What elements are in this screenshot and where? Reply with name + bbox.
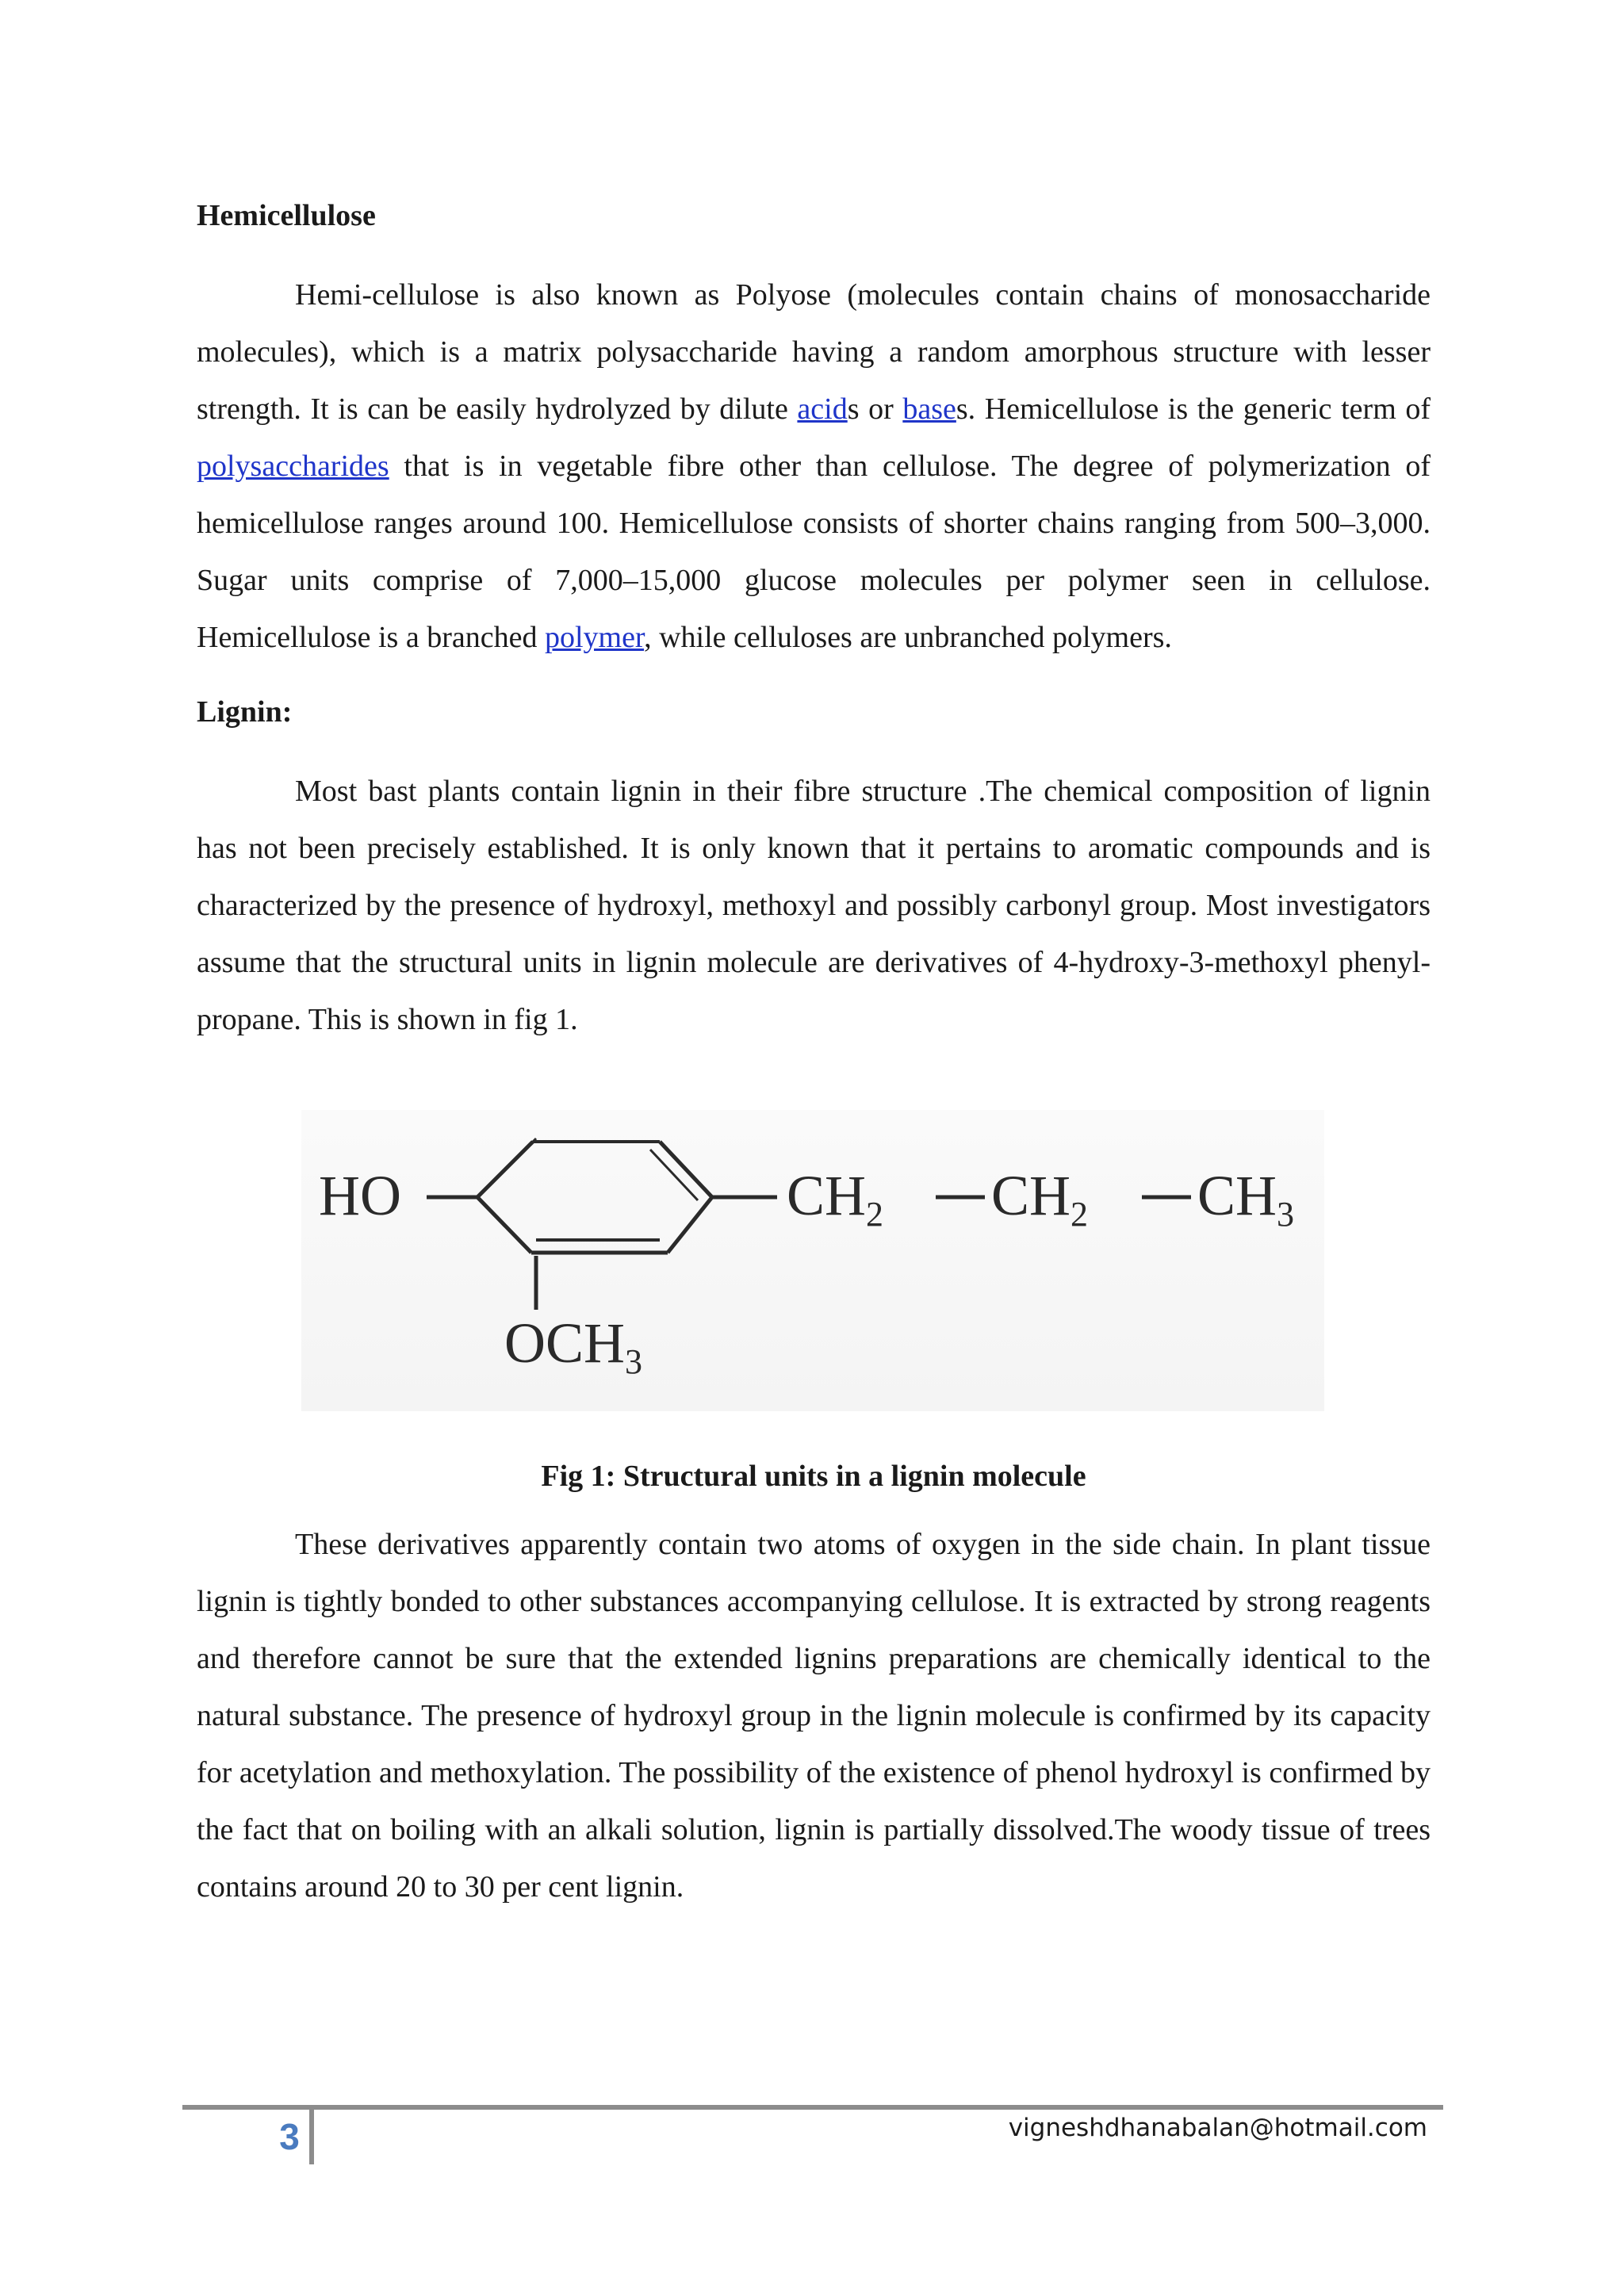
ring-bond [477,1197,531,1253]
ch2-label: CH2 [787,1164,884,1234]
text-run: Hemi-cellulose is also known as Polyose (molecules contain chains of monosaccharide molecules), which is a matrix polysaccharide having a random amorphous structure with lesser strength. It is can be easily hydrolyzed by dilute [197,278,1431,426]
link-acid[interactable]: acid [797,392,848,426]
figure-caption: Fig 1: Structural units in a lignin molecule [541,1460,1086,1493]
page-number: 3 [279,2116,300,2157]
footer-rule [182,2105,1443,2110]
footer-email: vigneshdhanabalan@hotmail.com [1008,2114,1427,2142]
text-run: that is in vegetable fibre other than cellulose. The degree of polymerization of hemicellulose ranges around 100. Hemicellulose consists of shorter chains ranging from 500–3,000. Sugar units comprise of 7,000–15,000 glucose molecules per polymer seen in cellulose. Hemicellulose is a branched [197,450,1431,654]
text-run: , while celluloses are unbranched polymers. [644,621,1172,654]
ring-bond [668,1197,712,1253]
ring-double-bond [485,1138,536,1189]
ch2-label: CH2 [991,1164,1089,1234]
och3-label: OCH3 [504,1311,643,1381]
lignin-structure-figure [301,1110,1324,1411]
link-base[interactable]: base [902,392,956,426]
paragraph-hemicellulose [197,266,1431,666]
ch3-label: CH3 [1197,1164,1295,1234]
paragraph-lignin-intro: Most bast plants contain lignin in their fibre structure .The chemical composition of lignin has not been precisely established. It is only known that it pertains to aromatic compounds and is characterized by the presence of hydroxyl, methoxyl and possibly carbonyl group. Most investigators assume that the structural units in lignin molecule are derivatives of 4-hydroxy-3-methoxyl phenyl-propane. This is shown in fig 1. [197,775,1431,1036]
ho-label: HO [319,1164,401,1227]
chemical-structure-diagram [301,1110,1324,1411]
section-heading-lignin: Lignin: [197,695,293,729]
footer-divider [309,2109,314,2164]
section-heading-hemicellulose: Hemicellulose [197,199,376,232]
link-polymer[interactable]: polymer [544,621,645,654]
text-run: s. Hemicellulose is the generic term of [956,392,1431,426]
page-content [197,192,1431,1915]
text-run: s or [847,392,903,426]
link-polysaccharides[interactable]: polysaccharides [197,450,389,483]
paragraph-lignin-details: These derivatives apparently contain two atoms of oxygen in the side chain. In plant tissue lignin is tightly bonded to other substances accompanying cellulose. It is extracted by strong reagents and therefore cannot be sure that the extended lignins preparations are chemically identical to the natural substance. The presence of hydroxyl group in the lignin molecule is confirmed by its capacity for acetylation and methoxylation. The possibility of the existence of phenol hydroxyl is confirmed by the fact that on boiling with an alkali solution, lignin is partially dissolved.The woody tissue of trees contains around 20 to 30 per cent lignin. [197,1528,1431,1904]
